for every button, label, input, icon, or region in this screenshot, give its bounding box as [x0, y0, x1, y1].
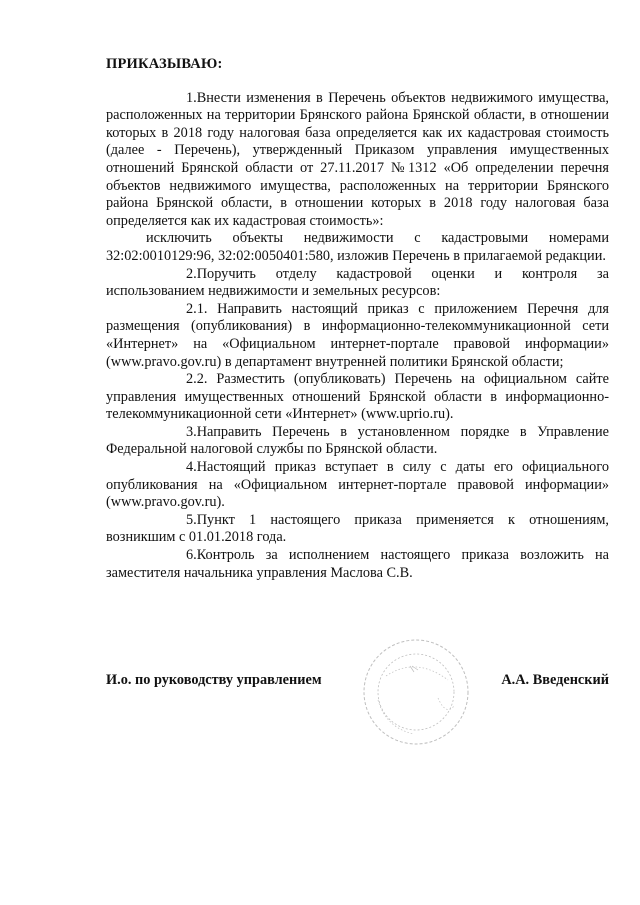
- signatory-role: И.о. по руководству управлением: [106, 672, 322, 688]
- paragraph-text: Направить настоящий приказ с приложением Перечня для размещения (опубликования) в информационно-телекоммуникационной сети «Интернет» на «Официальном интернет-портале правовой информации» (www.pravo.gov.ru) в департамент внутренней политики Брянской области;: [106, 300, 610, 370]
- paragraph-list: [106, 90, 609, 583]
- order-paragraph: [106, 547, 609, 582]
- document-body: [106, 56, 609, 582]
- paragraph-number: 5.: [186, 511, 197, 528]
- order-paragraph: [106, 90, 609, 231]
- order-paragraph: [106, 230, 609, 265]
- signatory-name: А.А. Введенский: [501, 672, 609, 688]
- paragraph-text: Направить Перечень в установленном порядке в Управление Федеральной налоговой службы по Брянской области.: [106, 423, 609, 458]
- paragraph-text: Разместить (опубликовать) Перечень на официальном сайте управления имущественных отношений Брянской области в информационно-телекоммуникационной сети «Интернет» (www.uprio.ru).: [106, 371, 609, 423]
- paragraph-text: Внести изменения в Перечень объектов недвижимого имущества, расположенных на территории Брянского района Брянской области, в отношении которых в 2018 году налоговая база определяется как их кадастровая стоимость (далее - Перечень), утвержденный Приказом управления имущественных отношений Брянской области от 27.11.2017 №1312 «Об определении перечня объектов недвижимого имущества, расположенных на территории Брянского района Брянской области, в отношении которых в 2018 году налоговая база определяется как их кадастровая стоимость»:: [106, 89, 609, 229]
- order-paragraph: [106, 371, 609, 424]
- paragraph-number: 6.: [186, 547, 197, 564]
- order-paragraph: [106, 266, 609, 301]
- paragraph-number: 3.: [186, 423, 197, 440]
- paragraph-text: Настоящий приказ вступает в силу с даты его официального опубликования на «Официальном интернет-портале правовой информации» (www.pravo.gov.ru).: [106, 459, 609, 511]
- paragraph-text: Поручить отделу кадастровой оценки и контроля за использованием недвижимости и земельных ресурсов:: [106, 265, 609, 300]
- paragraph-number: 2.: [186, 265, 197, 282]
- paragraph-number: 2.1.: [186, 300, 208, 317]
- order-paragraph: [106, 424, 609, 459]
- order-heading: ПРИКАЗЫВАЮ:: [106, 56, 223, 72]
- order-paragraph: [106, 301, 609, 371]
- order-paragraph: [106, 512, 609, 547]
- paragraph-text: Контроль за исполнением настоящего приказа возложить на заместителя начальника управления Маслова С.В.: [106, 547, 609, 581]
- order-paragraph: [106, 459, 609, 512]
- paragraph-number: 1.: [186, 89, 197, 106]
- paragraph-text: Пункт 1 настоящего приказа применяется к отношениям, возникшим с 01.01.2018 года.: [106, 511, 609, 546]
- seal-stamp: [356, 636, 476, 748]
- paragraph-number: 4.: [186, 459, 197, 476]
- paragraph-text: исключить объекты недвижимости с кадастровыми номерами 32:02:0010129:96, 32:02:0050401:580, изложив Перечень в прилагаемой редакции.: [106, 230, 609, 264]
- paragraph-number: 2.2.: [186, 371, 208, 388]
